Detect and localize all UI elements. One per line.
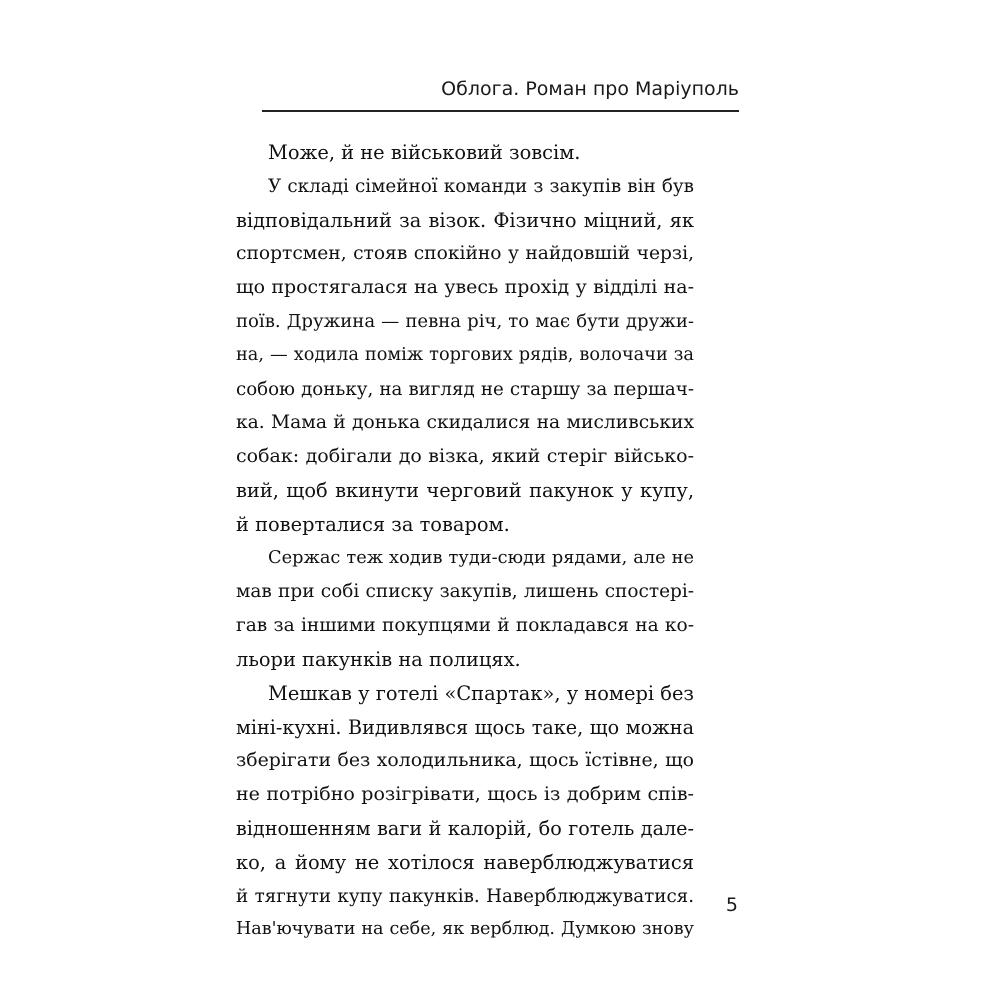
text-line: на, — ходила поміж торгових рядів, волочачи за <box>236 344 694 365</box>
text-line: Нав'ючувати на себе, як верблюд. Думкою знову <box>236 919 694 940</box>
text-line: спортсмен, стояв спокійно у найдовшій черзі, <box>236 243 694 265</box>
text-line: Може, й не військовий зовсім. <box>268 141 581 164</box>
body-text <box>236 136 694 947</box>
text-line: відповідальний за візок. Фізично міцний, як <box>236 208 694 232</box>
text-line: міні-кухні. Видивлявся щось таке, що можна <box>236 715 694 739</box>
text-line: що простягалася на увесь прохід у відділі на- <box>236 276 694 299</box>
text-line: Мешкав у готелі «Спартак», у номері без <box>268 681 694 705</box>
text-line: льори пакунків на полицях. <box>236 647 521 671</box>
text-line: Сержас теж ходив туди-сюди рядами, але не <box>268 547 694 568</box>
text-line: не потрібно розігрівати, щось із добрим спів- <box>236 783 694 806</box>
page-number: 5 <box>725 894 738 916</box>
text-line: У складі сімейної команди з закупів він був <box>268 175 694 197</box>
text-line: гав за іншими покупцями й покладався на ко- <box>236 615 694 637</box>
text-line: собою доньку, на вигляд не старшу за першач- <box>236 378 694 400</box>
text-line: мав при собі списку закупів, лишень спостері- <box>236 581 694 603</box>
text-line: ко, а йому не хотілося наверблюджуватися <box>236 850 694 874</box>
text-line: ка. Мама й донька скидалися на мисливських <box>236 412 694 434</box>
text-line: й тягнути купу пакунків. Наверблюджуватися. <box>236 885 694 907</box>
text-line: собак: добігали до візка, який стеріг військо- <box>236 445 694 468</box>
text-line: вий, щоб вкинути черговий пакунок у купу, <box>236 478 694 502</box>
text-line: зберігати без холодильника, щось їстівне, що <box>236 749 694 772</box>
text-line: відношенням ваги й калорій, бо готель дале- <box>236 816 694 840</box>
text-line: поїв. Дружина — певна річ, то має бути дружи- <box>236 310 694 332</box>
running-header-title: Облога. Роман про Маріуполь <box>441 78 739 100</box>
header-rule <box>262 110 739 112</box>
text-line: й поверталися за товаром. <box>236 512 510 536</box>
